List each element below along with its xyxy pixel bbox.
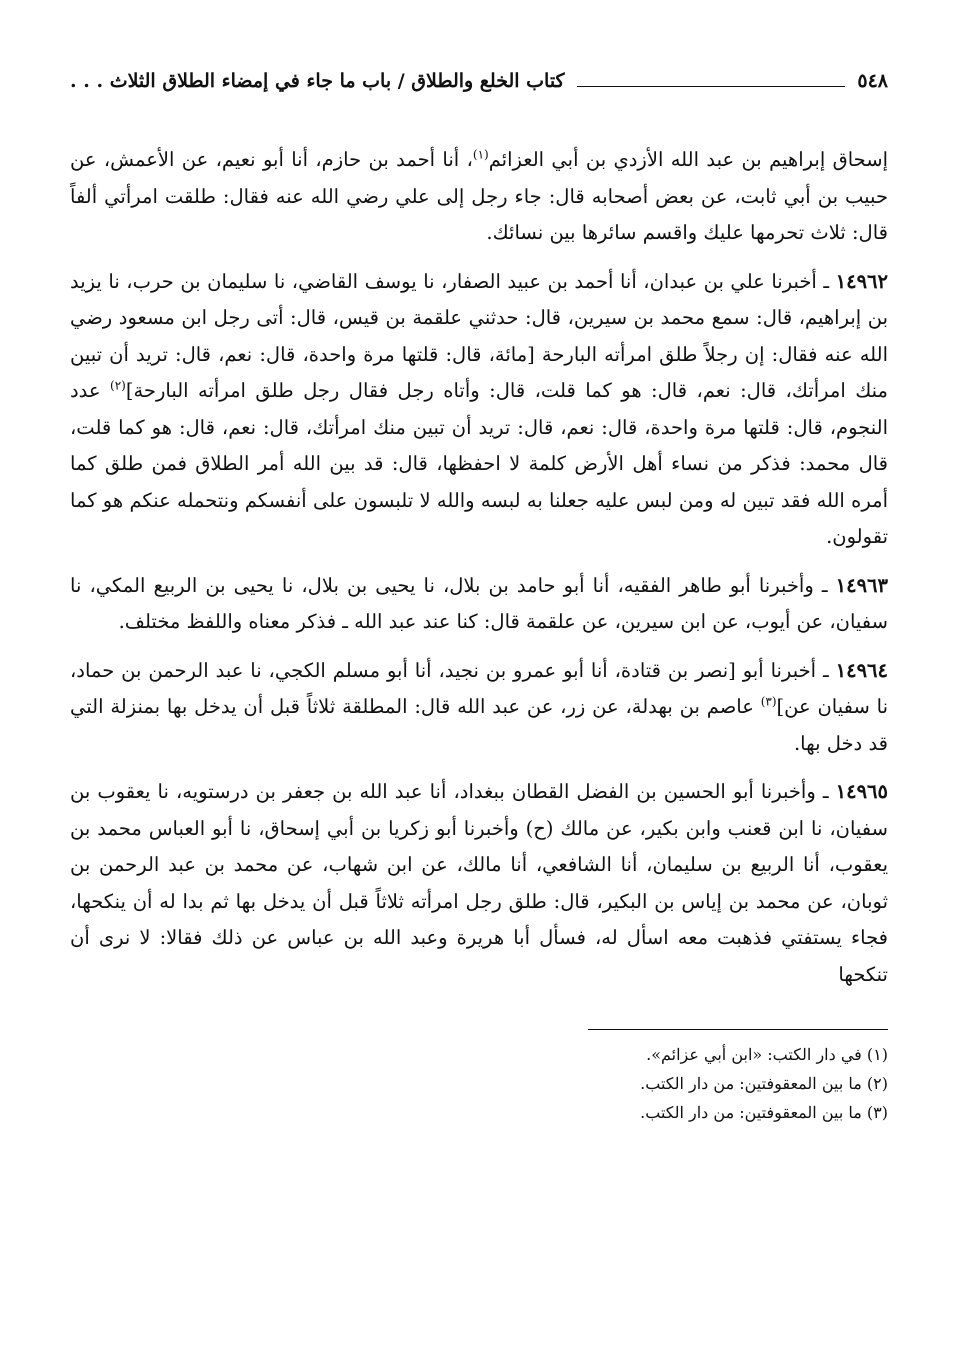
hadith-number: ١٤٩٦٣ bbox=[835, 573, 888, 597]
hadith-number: ١٤٩٦٤ bbox=[835, 658, 888, 682]
footnote: (٣) ما بين المعقوفتين: من دار الكتب. bbox=[640, 1103, 888, 1122]
running-title: كتاب الخلع والطلاق / باب ما جاء في إمضاء الطلاق الثلاث . . . bbox=[70, 70, 565, 92]
footnote: (٢) ما بين المعقوفتين: من دار الكتب. bbox=[640, 1074, 888, 1093]
running-header bbox=[70, 70, 888, 110]
footnote-marker: (٢) bbox=[110, 378, 126, 393]
text-segment: إسحاق إبراهيم بن عبد الله الأزدي بن أبي العزائم bbox=[488, 148, 888, 171]
footnote-marker: (١) bbox=[472, 147, 489, 162]
text-segment: عدد النجوم، قال: قلتها مرة واحدة، قال: نعم، قال: تريد أن تبين منك امرأتك، قال: نعم، قال: هو كما قلت، قال محمد: فذكر من نساء أهل الأرض كلمة لا احفظها، قال: قد بين الله أمر الطلاق فمن طلق كما أمره الله فقد تبين له ومن لبس عليه جعلنا به لبسه والله لا تلبسون على أنفسكم ونتحمله عنكم هو كما تقولون. bbox=[70, 379, 888, 548]
footnote-marker: (٣) bbox=[760, 694, 777, 709]
text-segment: ، أنا أحمد بن حازم، أنا أبو نعيم، عن الأعمش، عن حبيب بن أبي ثابت، عن بعض أصحابه قال: جاء رجل إلى علي رضي الله عنه فقال: طلقت امرأتي ألفاً قال: ثلاث تحرمها عليك واقسم سائرها بين نسائك. bbox=[70, 148, 888, 244]
hadith-number: ١٤٩٦٥ bbox=[835, 780, 888, 803]
text-segment: ـ أخبرنا أبو [نصر بن قتادة، أنا أبو عمرو بن نجيد، أنا أبو مسلم الكجي، نا عبد الرحمن بن حماد، نا سفيان عن] bbox=[70, 658, 888, 718]
hadith-paragraph bbox=[70, 653, 888, 763]
page-number: ٥٤٨ bbox=[857, 70, 888, 92]
hadith-number: ١٤٩٦٢ bbox=[835, 269, 888, 293]
paragraph bbox=[70, 142, 888, 252]
hadith-paragraph bbox=[70, 568, 888, 641]
footnotes bbox=[70, 1040, 888, 1127]
text-segment: ـ وأخبرنا أبو طاهر الفقيه، أنا أبو حامد بن بلال، نا يحيى بن بلال، نا يحيى بن الربيع المكي، نا سفيان، عن أيوب، عن ابن سيرين، عن علقمة قال: كنا عند عبد الله ـ فذكر معناه واللفظ مختلف. bbox=[70, 573, 888, 633]
book-page bbox=[70, 70, 888, 1127]
main-text bbox=[70, 142, 888, 993]
text-segment: عاصم بن بهدلة، عن زر، عن عبد الله قال: المطلقة ثلاثاً قبل أن يدخل بها بمنزلة التي قد دخل بها. bbox=[70, 695, 888, 755]
footnotes-divider bbox=[588, 1029, 888, 1030]
footnote: (١) في دار الكتب: «ابن أبي عزائم». bbox=[646, 1045, 888, 1064]
text-segment: ـ أخبرنا علي بن عبدان، أنا أحمد بن عبيد الصفار، نا يوسف القاضي، نا سليمان بن حرب، نا يزيد بن إبراهيم، قال: سمع محمد بن سيرين، قال: حدثني علقمة بن قيس، قال: أتى رجل ابن مسعود رضي الله عنه فقال: إن رجلاً طلق امرأته البارحة [مائة، قال: قلتها مرة واحدة، قال: نعم، قال: تريد أن تبين منك امرأتك، قال: نعم، قال: هو كما قلت، قال: وأتاه رجل فقال رجل طلق امرأته البارحة] bbox=[70, 269, 888, 402]
hadith-paragraph bbox=[70, 264, 888, 556]
hadith-paragraph bbox=[70, 774, 888, 993]
text-segment: ـ وأخبرنا أبو الحسين بن الفضل القطان ببغداد، أنا عبد الله بن جعفر بن درستويه، نا يعقوب بن سفيان، نا ابن قعنب وابن بكير، عن مالك (ح) وأخبرنا أبو زكريا بن أبي إسحاق، نا أبو العباس محمد بن يعقوب، أنا الربيع بن سليمان، أنا الشافعي، أنا مالك، عن ابن شهاب، عن محمد بن عبد الرحمن بن ثوبان، عن محمد بن إياس بن البكير، قال: طلق رجل امرأته ثلاثاً قبل أن يدخل بها ثم بدا له أن ينكحها، فجاء يستفتي فذهبت معه اسأل له، فسأل أبا هريرة وعبد الله بن عباس عن ذلك فقالا: لا نرى أن تنكحها bbox=[70, 780, 888, 986]
header-rule bbox=[577, 74, 846, 87]
